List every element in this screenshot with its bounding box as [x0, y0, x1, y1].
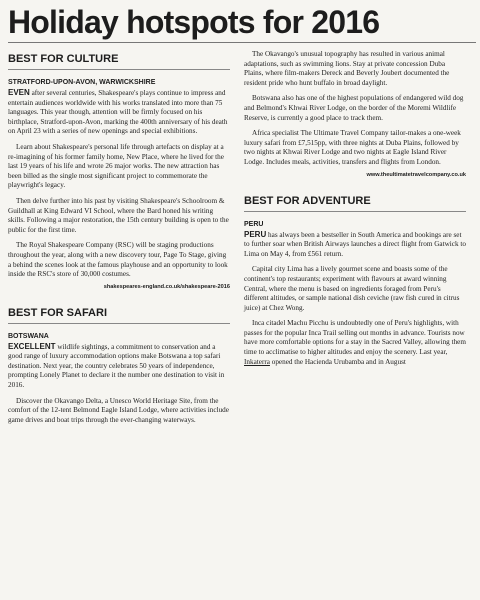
culture-paragraph-2: Learn about Shakespeare's personal life through artefacts on display at a re-imagining of his former family home, New Place, where he lived for the last 19 years of his life and wrote 26 major works. The new attraction has been billed as the single most significant project to commemorate the playwright's legacy. [8, 142, 224, 190]
safari-url: www.theultimatetravelcompany.co.uk [366, 171, 466, 178]
place-label-peru: PERU [244, 220, 264, 228]
safari-paragraph-5: Africa specialist The Ultimate Travel Company tailor-makes a one-week luxury safari from £7,515pp, with three nights at Duba Plains, followed by two nights at Khwai River Lodge and two nights at Eagle Island River Lodge. Includes meals, activities, transfers and flights from London. [244, 129, 461, 166]
culture-paragraph-1: EVEN after several centuries, Shakespeare's plays continue to impress and entertain audiences worldwide with his works translated into more than 75 languages. This year though, attention will be firmly focused on his birthplace, Stratford-upon-Avon, marking the 400th anniversary of his death on April 23 with a series of new openings and special exhibitions. [8, 88, 228, 136]
place-label-stratford: STRATFORD-UPON-AVON, WARWICKSHIRE [8, 79, 156, 86]
adventure-lead-word: PERU [244, 229, 267, 239]
safari-paragraph-2-start: Discover the Okavango Delta, a Unesco World Heritage Site, from the comfort of the 12-tent Belmond Eagle Island Lodge, where activities include game drives and boat trips through the ever-changing waterways. [8, 396, 229, 424]
section-heading-culture: BEST FOR CULTURE [8, 52, 230, 70]
adventure-paragraph-2: Capital city Lima has a lively gourmet scene and boasts some of the continent's top restaurants; experiment with flavours at award winning Central, where the menu is based on ingredients foraged from Peru's different altitudes, or sample national dish ceviche (raw fish cured in citrus juice) at Chez Wong. [244, 265, 460, 312]
section-heading-safari: BEST FOR SAFARI [8, 306, 230, 324]
page-headline: Holiday hotspots for 2016 [8, 2, 476, 43]
column-left [8, 52, 230, 425]
culture-lead-word: EVEN [8, 88, 30, 97]
culture-url: shakespeares-england.co.uk/shakespeare-2016 [103, 283, 230, 290]
section-heading-adventure: BEST FOR ADVENTURE [244, 194, 466, 212]
safari-paragraph-4: Botswana also has one of the highest populations of endangered wild dog and Belmond's Khwai River Lodge, on the border of the Moremi Wildlife Reserve, is currently a good place to track them. [244, 94, 464, 122]
adventure-paragraph-1: PERU has always been a bestseller in South America and bookings are set to further soar when British Airways launches a direct flight from Gatwick to Lima on May 4, from £561 return. [244, 229, 466, 258]
adventure-paragraph-3: Inca citadel Machu Picchu is undoubtedly one of Peru's highlights, with passes for the popular Inca Trail selling out months in advance. Tourists now have more comfortable options for a stay in the Sacred Valley, allowing them time to acclimatise to higher altitudes and enjoy the scenery. Last year, Inkaterra opened the Hacienda Urubamba and in August [244, 319, 466, 366]
place-label-botswana: BOTSWANA [8, 332, 49, 340]
safari-lead-word: EXCELLENT [8, 341, 56, 351]
inkaterra-link[interactable]: Inkaterra [244, 357, 270, 366]
culture-paragraph-3: Then delve further into his past by visiting Shakespeare's Schoolroom & Guildhall at King Edward VI School, where the Bard honed his writing skills. Following a major restoration, the 15th century building is open to the public for the first time. [8, 196, 229, 234]
column-right [244, 44, 466, 367]
safari-paragraph-3: The Okavango's unusual topography has resulted in various animal adaptations, such as swimming lions. Stay at private concession Duba Plains, where film-makers Dereck and Beverly Joubert documented the resident pride who hunt buffalo in broad daylight. [244, 50, 450, 87]
safari-paragraph-1: EXCELLENT wildlife sightings, a commitment to conservation and a good range of luxury accommodation options make Botswana a top safari destination. Next year, the country celebrates 50 years of independence, prompting Lonely Planet to declare it the number one destination to visit in 2016. [8, 341, 225, 390]
culture-paragraph-4: The Royal Shakespeare Company (RSC) will be staging productions throughout the year, along with a new discovery tour, Page To Stage, giving a behind the scenes look at the famous playhouse and an opportunity to look inside the RSC's store of 30,000 costumes. [8, 241, 228, 279]
